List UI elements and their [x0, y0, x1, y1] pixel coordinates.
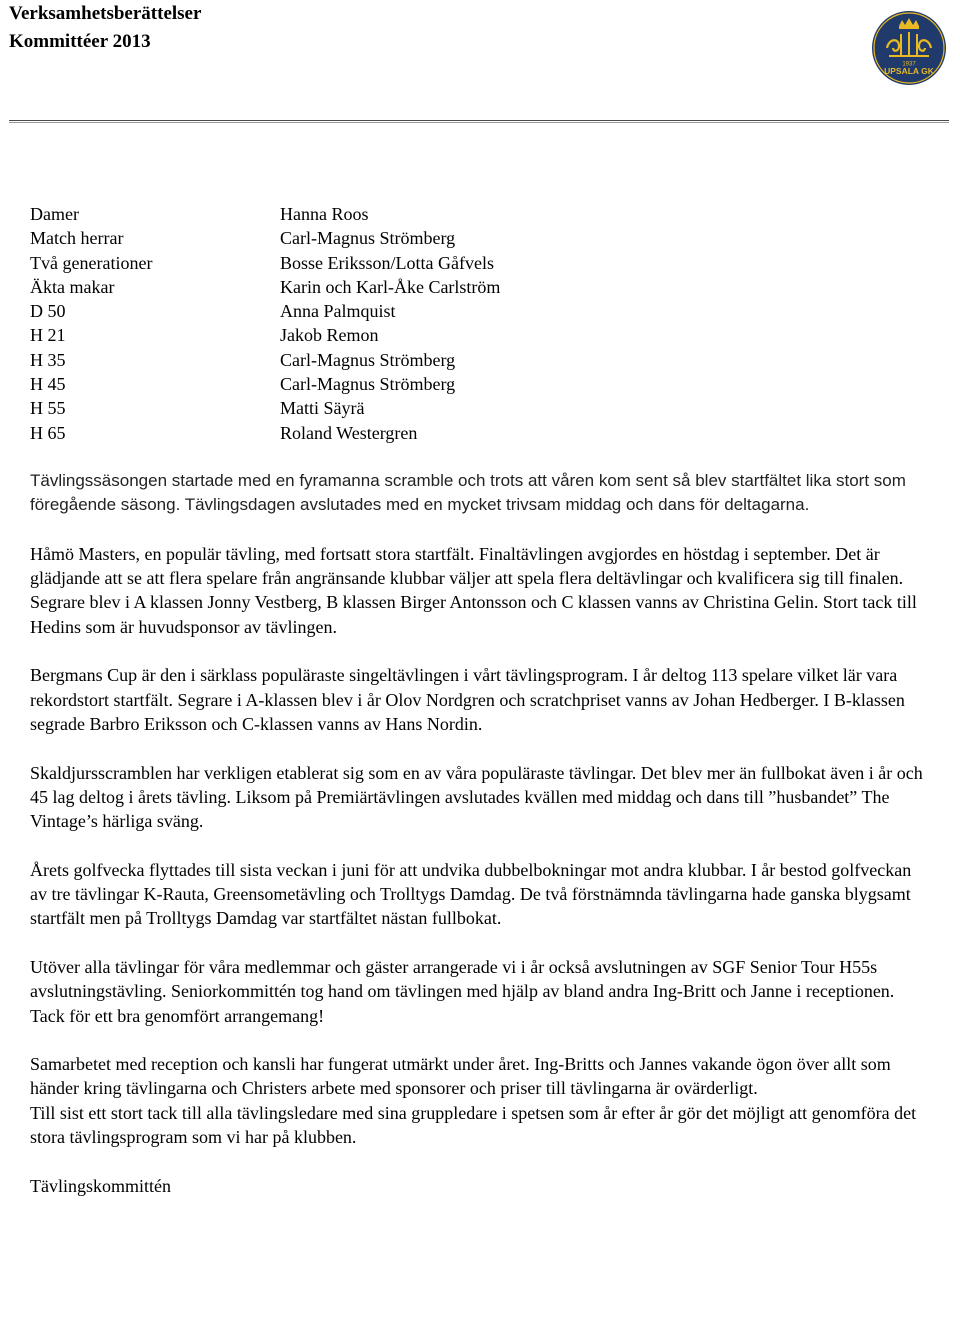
- title-line-1: Verksamhetsberättelser: [9, 3, 202, 24]
- result-category: H 45: [30, 374, 66, 395]
- result-winner: Bosse Eriksson/Lotta Gåfvels: [280, 252, 494, 273]
- upsala-gk-logo: [871, 10, 947, 86]
- result-row: [30, 421, 930, 445]
- paragraph-bergmans-cup: Bergmans Cup är den i särklass populäraste singeltävlingen i vårt tävlingsprogram. I år deltog 113 spelare vilket lär vara rekordstort startfält. Segrare i A-klassen blev i år Olov Nordgren och scratchpriset vanns av Johan Hedberger. I B-klassen segrade Barbro Eriksson och C-klassen vanns av Hans Nordin.: [30, 665, 905, 734]
- result-category: H 65: [30, 422, 66, 443]
- result-category: H 35: [30, 349, 66, 370]
- result-category: Match herrar: [30, 228, 124, 249]
- result-row: [30, 275, 930, 299]
- result-row: [30, 202, 930, 226]
- logo-year: 1937: [902, 61, 916, 68]
- result-row: [30, 372, 930, 396]
- result-category: H 55: [30, 398, 66, 419]
- result-winner: Roland Westergren: [280, 422, 418, 443]
- result-category: Äkta makar: [30, 276, 115, 297]
- title-line-2: Kommittéer 2013: [9, 31, 151, 52]
- result-winner: Carl-Magnus Strömberg: [280, 228, 456, 249]
- header-rule: [9, 120, 949, 123]
- result-category: H 21: [30, 325, 66, 346]
- result-row: [30, 226, 930, 250]
- paragraph-skaldjursscramble: Skaldjursscramblen har verkligen etablerat sig som en av våra populäraste tävlingar. Det blev mer än fullbokat även i år och 45 lag deltog i årets tävling. Liksom på Premiärtävlingen avslutades kvällen med middag och dans till ”husbandet” The Vintage’s härliga sväng.: [30, 762, 923, 832]
- result-row: [30, 396, 930, 420]
- result-row: [30, 348, 930, 372]
- document-title: [9, 0, 201, 56]
- signature: Tävlingskommittén: [30, 1175, 171, 1196]
- result-winner: Carl-Magnus Strömberg: [280, 349, 456, 370]
- paragraph-samarbete: Samarbetet med reception och kansli har fungerat utmärkt under året. Ing-Britts och Jannes vakande ögon över allt som händer kring tävlingarna och Christers arbete med sponsorer och priser till tävlingarna är ovärderligt.: [30, 1054, 891, 1099]
- result-row: [30, 299, 930, 323]
- result-row: [30, 323, 930, 347]
- result-row: [30, 251, 930, 275]
- result-category: Damer: [30, 204, 79, 224]
- page-header: [9, 0, 949, 124]
- result-winner: Anna Palmquist: [280, 301, 396, 322]
- result-category: D 50: [30, 301, 66, 322]
- paragraph-hamo-masters: Håmö Masters, en populär tävling, med fortsatt stora startfält. Finaltävlingen avgjordes en höstdag i september. Det är glädjande att se att flera spelare från angränsande klubbar väljer att spela flera deltävlingar och kvalificera sig till finalen. Segrare blev i A klassen Jonny Vestberg, B klassen Birger Antonsson och C klassen vanns av Christina Gelin. Stort tack till Hedins som är huvudsponsor av tävlingen.: [30, 543, 917, 637]
- logo-text: UPSALA GK: [884, 66, 934, 76]
- result-winner: Jakob Remon: [280, 325, 379, 346]
- result-winner: Matti Säyrä: [280, 398, 365, 419]
- result-winner: Carl-Magnus Strömberg: [280, 374, 456, 395]
- paragraph-thanks: Till sist ett stort tack till alla tävlingsledare med sina gruppledare i spetsen som år efter år gör det möjligt att genomföra det stora tävlingsprogram som vi har på klubben.: [30, 1102, 917, 1147]
- document-body: [30, 202, 930, 1198]
- paragraph-season-start: Tävlingssäsongen startade med en fyramanna scramble och trots att våren kom sent så blev startfältet lika stort som föregående säsong. Tävlingsdagen avslutades med en mycket trivsam middag och dans för deltagarna.: [30, 470, 906, 515]
- paragraph-sgf-senior-tour: Utöver alla tävlingar för våra medlemmar och gäster arrangerade vi i år också avslutningen av SGF Senior Tour H55s avslutningstävling. Seniorkommittén tog hand om tävlingen med hjälp av bland andra Ing-Britt och Janne i receptionen. Tack för ett bra genomfört arrangemang!: [30, 956, 895, 1026]
- paragraph-golfvecka: Årets golfvecka flyttades till sista veckan i juni för att undvika dubbelbokningar mot andra klubbar. I år bestod golfveckan av tre tävlingar K-Rauta, Greensometävling och Trolltygs Damdag. De två förstnämnda tävlingarna hade ganska blygsamt startfält men på Trolltygs Damdag var startfältet nästan fullbokat.: [30, 859, 912, 929]
- result-winner: Hanna Roos: [280, 204, 369, 224]
- result-category: Två generationer: [30, 252, 153, 273]
- result-winner: Karin och Karl-Åke Carlström: [280, 276, 501, 297]
- results-list: [30, 202, 930, 445]
